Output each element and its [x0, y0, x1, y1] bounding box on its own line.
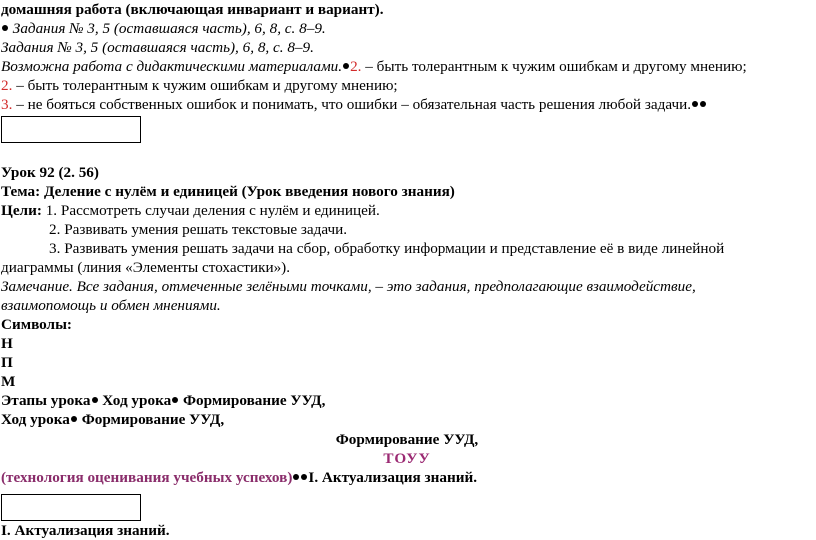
symbol-m: М [1, 373, 16, 390]
item-text: – быть толерантным к чужим ошибкам и другому мнению; [12, 77, 398, 94]
bullet-dot-icon [301, 474, 307, 480]
remark: Замечание. Все задания, отмеченные зелёными точками, – это задания, предполагающие взаимодействие, [1, 278, 696, 295]
remark-continued: взаимопомощь и обмен мнениями. [1, 297, 221, 314]
bullet-dot-icon [92, 397, 98, 403]
symbols-heading: Символы: [1, 316, 72, 333]
homework-title: домашняя работа (включающая инвариант и вариант). [1, 1, 384, 18]
goal-3-continued: диаграммы (линия «Элементы стохастики»). [1, 259, 291, 276]
empty-frame [1, 494, 141, 521]
stages-line [1, 391, 813, 410]
item-number: 2. [350, 58, 362, 75]
bullet-dot-icon [172, 397, 178, 403]
bullet-dot-icon [343, 63, 349, 69]
goal-text: 1. Рассмотреть случаи деления с нулём и единицей. [41, 202, 380, 219]
homework-tasks [1, 19, 813, 38]
bullet-dot-icon [71, 416, 77, 422]
goal-3: 3. Развивать умения решать задачи на сбор, обработку информации и представление её в виде линейной [49, 240, 725, 257]
goals-label: Цели: [1, 202, 42, 219]
stages-text: Этапы урока [1, 392, 91, 409]
empty-frame [1, 116, 141, 143]
item-3-line [1, 95, 813, 114]
didactic-line [1, 57, 813, 76]
tech-line [1, 468, 813, 487]
item-number: 3. [1, 96, 13, 113]
symbol-n: Н [1, 335, 13, 352]
course-line [1, 410, 813, 429]
lesson-theme: Тема: Деление с нулём и единицей (Урок введения нового знания) [1, 183, 455, 200]
didactic-text: Возможна работа с дидактическими материалами. [1, 58, 343, 75]
tech-text: (технология оценивания учебных успехов) [1, 469, 293, 486]
formation-text: Формирование УУД, [182, 392, 326, 409]
homework-tasks-repeat: Задания № 3, 5 (оставшаяся часть), 6, 8, с. 8–9. [1, 39, 314, 56]
course-text: Ход урока [102, 392, 172, 409]
goal-2: 2. Развивать умения решать текстовые задачи. [49, 221, 348, 238]
formation-text: Формирование УУД, [81, 411, 225, 428]
bullet-dot-icon [293, 474, 299, 480]
actualization-text: I. Актуализация знаний. [308, 469, 477, 486]
goal-1 [1, 201, 813, 220]
item-text: – быть толерантным к чужим ошибкам и другому мнению; [361, 58, 747, 75]
item-text: – не бояться собственных ошибок и понимать, что ошибки – обязательная часть решения любой задачи. [12, 96, 692, 113]
touu-heading: ТОУУ [383, 450, 431, 467]
bullet-dot-icon [700, 101, 706, 107]
bullet-dot-icon [2, 25, 8, 31]
lesson-title: Урок 92 (2. 56) [1, 164, 99, 181]
document-page [1, 0, 813, 540]
item-number: 2. [1, 77, 13, 94]
actualization-heading: I. Актуализация знаний. [1, 522, 170, 539]
homework-tasks-text: Задания № 3, 5 (оставшаяся часть), 6, 8, с. 8–9. [12, 20, 326, 37]
formation-heading: Формирование УУД, [335, 431, 479, 448]
symbol-p: П [1, 354, 13, 371]
item-2-line [1, 76, 813, 95]
course-text: Ход урока [1, 411, 70, 428]
bullet-dot-icon [692, 101, 698, 107]
